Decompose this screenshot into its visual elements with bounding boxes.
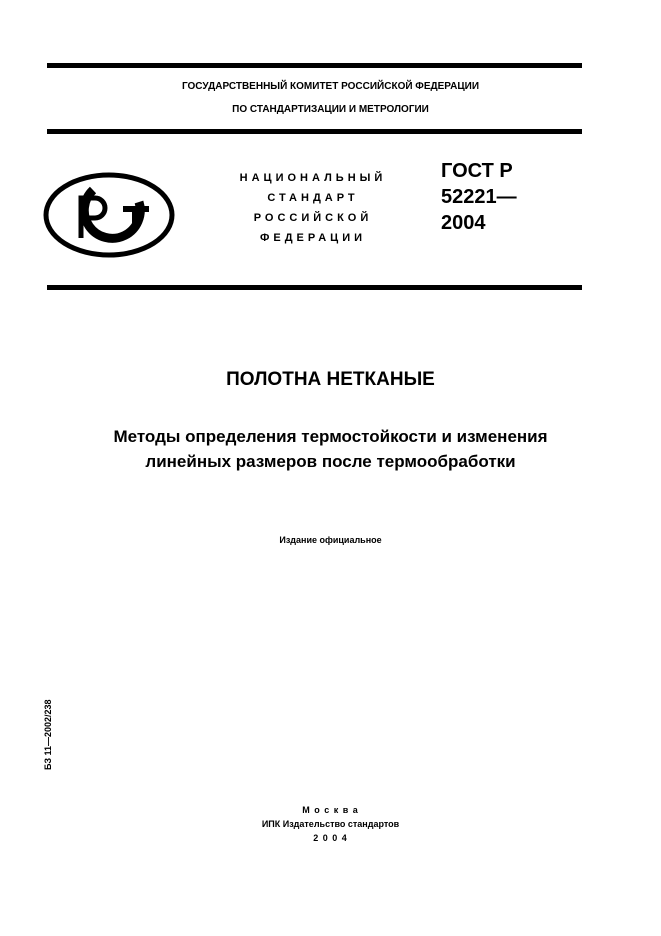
edition-label: Издание официальное (279, 535, 382, 545)
designation-line: ГОСТ Р (441, 160, 513, 182)
imprint-publisher: ИПК Издательство стандартов (261, 819, 400, 829)
subtitle-line-1: Методы определения термостойкости и изменения (113, 427, 548, 446)
national-line: СТАНДАРТ (267, 192, 359, 204)
committee-line-1: ГОСУДАРСТВЕННЫЙ КОМИТЕТ РОССИЙСКОЙ ФЕДЕРАЦИИ (181, 81, 480, 92)
imprint-year: 2 0 0 4 (313, 833, 348, 843)
rst-logo-icon (43, 172, 175, 258)
imprint-city: М о с к в а (302, 805, 359, 815)
top-rule (47, 63, 582, 68)
committee-line-2: ПО СТАНДАРТИЗАЦИИ И МЕТРОЛОГИИ (232, 104, 429, 115)
subtitle-line-2: линейных размеров после термообработки (145, 452, 516, 471)
national-standard-label (213, 168, 413, 248)
national-line: РОССИЙСКОЙ (253, 212, 373, 224)
national-line: НАЦИОНАЛЬНЫЙ (239, 172, 387, 184)
national-line: ФЕДЕРАЦИИ (259, 232, 367, 244)
side-code: БЗ 11—2002/238 (43, 699, 53, 770)
middle-rule (47, 129, 582, 134)
bottom-rule (47, 285, 582, 290)
standard-designation (441, 158, 517, 236)
designation-line: 2004 (441, 212, 486, 234)
document-title: ПОЛОТНА НЕТКАНЫЕ (226, 369, 435, 390)
designation-line: 52221— (441, 186, 517, 208)
